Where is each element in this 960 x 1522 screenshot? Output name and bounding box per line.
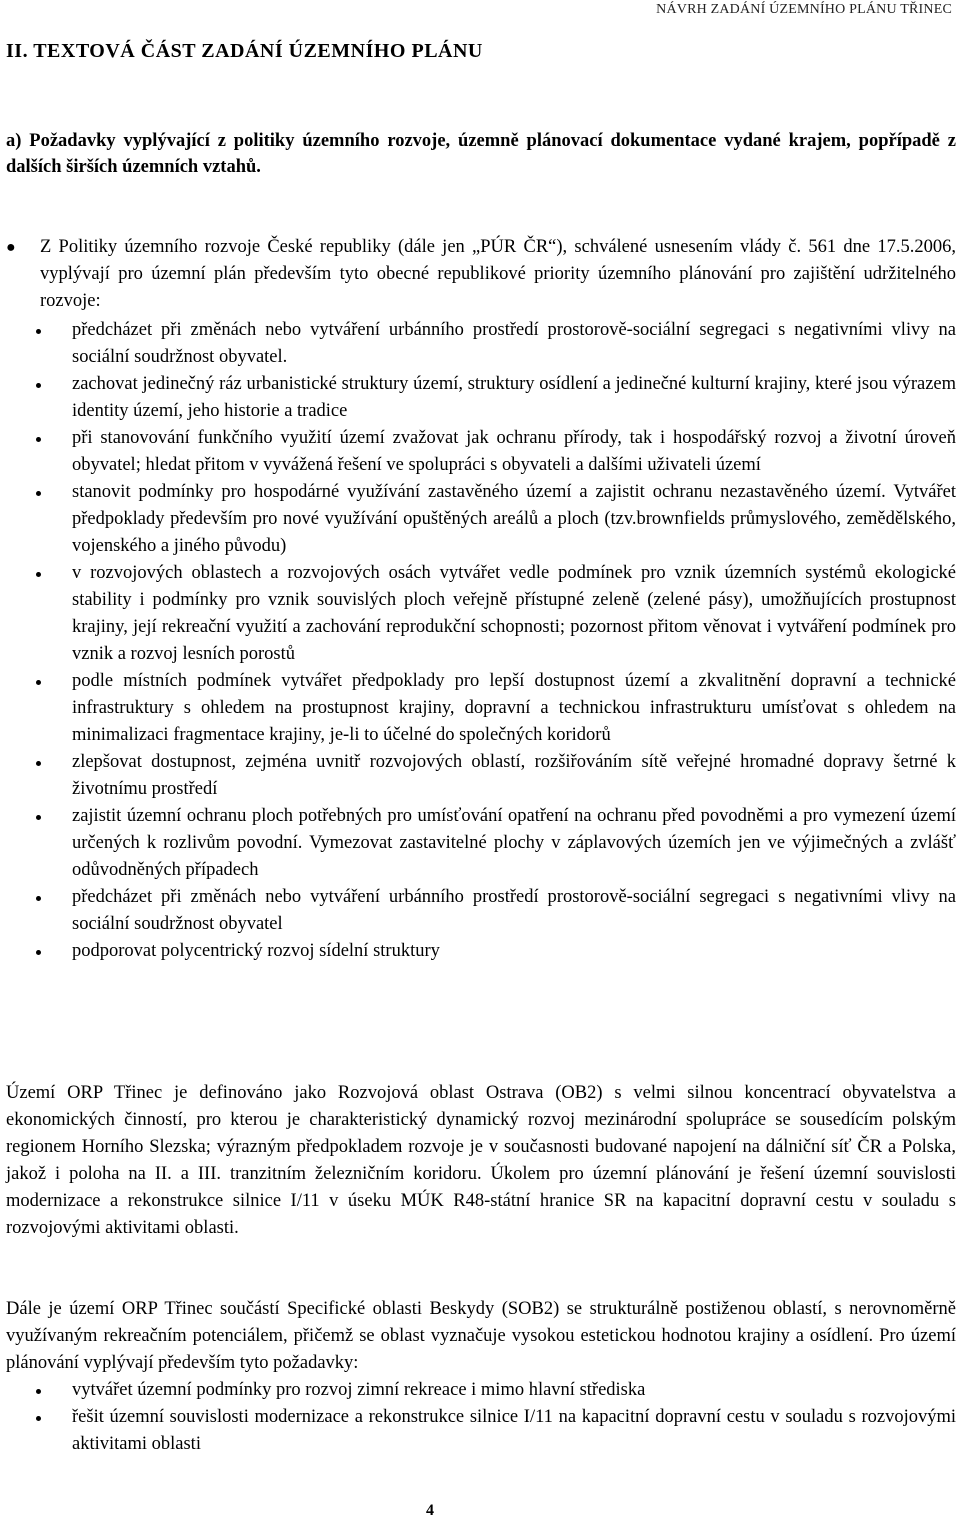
- bullet-icon: [36, 761, 41, 766]
- page-title: II. TEXTOVÁ ČÁST ZADÁNÍ ÚZEMNÍHO PLÁNU: [6, 40, 483, 62]
- list-item: [6, 317, 956, 371]
- list-item: [6, 938, 956, 965]
- bullet-icon: ●: [6, 239, 16, 256]
- list-item: [6, 425, 956, 479]
- list-item-text: předcházet při změnách nebo vytváření urbánního prostředí prostorově-sociální segregaci s negativními vlivy na sociální soudržnost obyvatel.: [72, 320, 956, 367]
- list-item-text: podporovat polycentrický rozvoj sídelní struktury: [72, 941, 440, 961]
- bullet-icon: [36, 680, 41, 685]
- sob2-requirements-list: [6, 1377, 956, 1458]
- bullet-icon: [36, 491, 41, 496]
- list-item-text: podle místních podmínek vytvářet předpoklady pro lepší dostupnost území a zkvalitnění dopravní a technické infrastruktury s ohledem na prostupnost krajiny, dopravní a technickou infrastrukturu umísťovat s ohledem na minimalizaci fragmentace krajiny, je-li to účelné do společných koridorů: [72, 671, 956, 745]
- list-item-text: stanovit podmínky pro hospodárné využívání zastavěného území a zajistit ochranu nezastavěného území. Vytvářet předpoklady především pro nové využívání opuštěných areálů a ploch (tzv.brownfields průmyslového, zemědělského, vojenského a jiného původu): [72, 482, 956, 556]
- bullet-icon: [36, 815, 41, 820]
- list-item: [6, 749, 956, 803]
- list-item: [6, 479, 956, 560]
- section-a-heading: a) Požadavky vyplývající z politiky územního rozvoje, územně plánovací dokumentace vydané krajem, popřípadě z dalších širších územních vztahů.: [6, 131, 956, 177]
- intro-text: Z Politiky územního rozvoje České republiky (dále jen „PÚR ČR“), schválené usnesením vlády č. 561 dne 17.5.2006, vyplývají pro územní plán především tyto obecné republikové priority územního plánování pro zajištění udržitelného rozvoje:: [40, 237, 956, 311]
- bullet-icon: [36, 1389, 41, 1394]
- list-item: [6, 803, 956, 884]
- list-item-text: zachovat jedinečný ráz urbanistické struktury území, struktury osídlení a jedinečné kulturní krajiny, které jsou výrazem identity území, jeho historie a tradice: [72, 374, 956, 421]
- document-header-title: NÁVRH ZADÁNÍ ÚZEMNÍHO PLÁNU TŘINEC: [656, 2, 952, 17]
- list-item: [6, 884, 956, 938]
- bullet-icon: [36, 950, 41, 955]
- sob2-paragraph: Dále je území ORP Třinec součástí Specifické oblasti Beskydy (SOB2) se strukturálně postiženou oblastí, s nerovnoměrně využívaným rekreačním potenciálem, přičemž se oblast vyznačuje vysokou estetickou hodnotou krajiny a osídlení. Pro území plánování vyplývají především tyto požadavky:: [6, 1299, 956, 1373]
- bullet-icon: [36, 896, 41, 901]
- list-item-text: řešit územní souvislosti modernizace a rekonstrukce silnice I/11 na kapacitní dopravní cestu v souladu s rozvojovými aktivitami oblasti: [72, 1407, 956, 1454]
- list-item-text: při stanovování funkčního využití území zvažovat jak ochranu přírody, tak i hospodářský rozvoj a životní úroveň obyvatel; hledat přitom v vyvážená řešení ve spolupráci s obyvateli a dalšími uživateli území: [72, 428, 956, 475]
- list-item: [6, 1377, 956, 1404]
- list-item-text: vytvářet územní podmínky pro rozvoj zimní rekreace i mimo hlavní střediska: [72, 1380, 646, 1400]
- list-item-text: v rozvojových oblastech a rozvojových osách vytvářet vedle podmínek pro vznik územních systémů ekologické stability i podmínky pro vznik souvislých ploch veřejně přístupné zeleně (zelené pásy), umožňujících prostupnost krajiny, její rekreační využití a zachování reprodukční schopnosti; pozornost přitom věnovat i vytváření podmínek pro vznik a rozvoj lesních porostů: [72, 563, 956, 664]
- list-item: [6, 560, 956, 668]
- bullet-icon: [36, 1416, 41, 1421]
- list-item: [6, 668, 956, 749]
- bullet-icon: [36, 383, 41, 388]
- intro-paragraph: [6, 234, 956, 315]
- bullet-icon: [36, 572, 41, 577]
- list-item: [6, 1404, 956, 1458]
- bullet-icon: [36, 437, 41, 442]
- list-item-text: předcházet při změnách nebo vytváření urbánního prostředí prostorově-sociální segregaci s negativními vlivy na sociální soudržnost obyvatel: [72, 887, 956, 934]
- list-item-text: zajistit územní ochranu ploch potřebných pro umísťování opatření na ochranu před povodněmi a pro vymezení území určených k rozlivům povodní. Vymezovat zastavitelné plochy v záplavových územích jen ve výjimečných a zvlášť odůvodněných případech: [72, 806, 956, 880]
- list-item: [6, 371, 956, 425]
- priorities-list: [6, 317, 956, 965]
- bullet-icon: [36, 329, 41, 334]
- list-item-text: zlepšovat dostupnost, zejména uvnitř rozvojových oblastí, rozšiřováním sítě veřejné hromadné dopravy šetrné k životnímu prostředí: [72, 752, 956, 799]
- page-number: 4: [426, 1502, 434, 1519]
- ob2-paragraph: Území ORP Třinec je definováno jako Rozvojová oblast Ostrava (OB2) s velmi silnou koncentrací obyvatelstva a ekonomických činností, pro kterou je charakteristický dynamický rozvoj mezinárodní spolupráce se sousedícím polským regionem Horního Slezska; výrazným předpokladem rozvoje je v současnosti budované napojení na dálniční síť ČR a Polska, jakož i poloha na II. a III. tranzitním železničním koridoru. Úkolem pro územní plánování je řešení územní souvislosti modernizace a rekonstrukce silnice I/11 v úseku MÚK R48-státní hranice SR na kapacitní dopravní cestu v souladu s rozvojovými aktivitami oblasti.: [6, 1083, 956, 1238]
